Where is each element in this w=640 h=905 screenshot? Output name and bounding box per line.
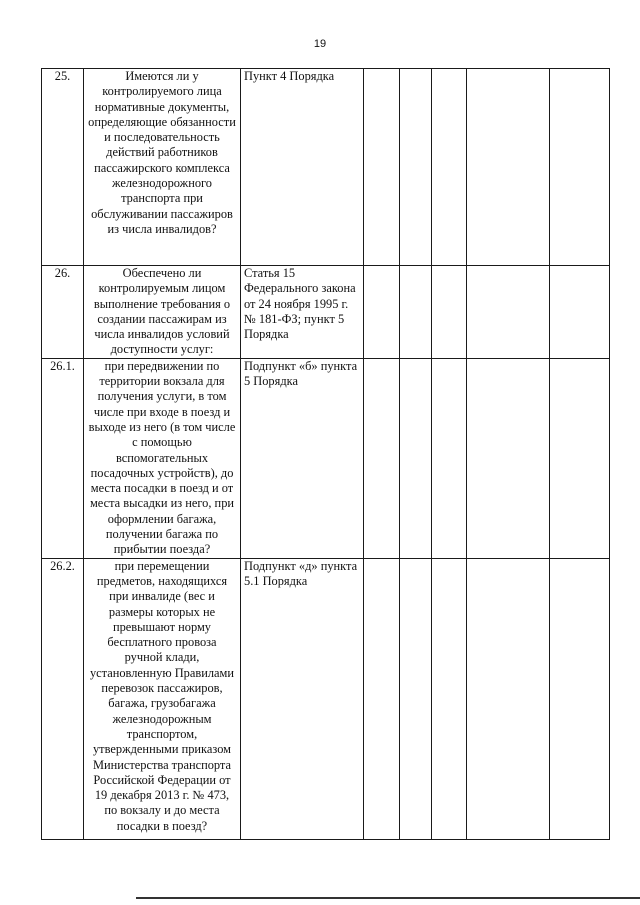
answer-na-cell[interactable]	[432, 558, 467, 839]
row-number: 26.2.	[42, 558, 84, 839]
question-text: при перемещении предметов, находящихся при инвалиде (вес и размеры которых не превышают норму бесплатного провоза ручной клади, установленную Правилами перевозок пассажиров, багажа, грузобагажа железнодорожным транспортом, утвержденными приказом Министерства транспорта Российской Федерации от 19 декабря 2013 г. № 473, по вокзалу и до места посадки в поезд?	[84, 558, 241, 839]
checklist-table	[41, 68, 610, 840]
row-number: 26.1.	[42, 358, 84, 558]
answer-no-cell[interactable]	[400, 358, 432, 558]
comment-cell[interactable]	[467, 266, 550, 359]
note-cell[interactable]	[550, 266, 610, 359]
legal-reference: Пункт 4 Порядка	[241, 69, 364, 266]
answer-yes-cell[interactable]	[364, 69, 400, 266]
answer-no-cell[interactable]	[400, 69, 432, 266]
page-number: 19	[313, 38, 327, 50]
answer-na-cell[interactable]	[432, 69, 467, 266]
answer-na-cell[interactable]	[432, 358, 467, 558]
row-number: 25.	[42, 69, 84, 266]
note-cell[interactable]	[550, 69, 610, 266]
question-text: при передвижении по территории вокзала для получения услуги, в том числе при входе в поезд и выходе из него (в том числе с помощью вспомогательных посадочных устройств), до места посадки в поезд и от места высадки из него, при оформлении багажа, получении багажа по прибытии поезда?	[84, 358, 241, 558]
table-row	[42, 266, 610, 359]
comment-cell[interactable]	[467, 358, 550, 558]
answer-no-cell[interactable]	[400, 266, 432, 359]
answer-no-cell[interactable]	[400, 558, 432, 839]
table-row	[42, 558, 610, 839]
answer-na-cell[interactable]	[432, 266, 467, 359]
scan-edge-line	[136, 897, 640, 899]
legal-reference: Подпункт «б» пункта 5 Порядка	[241, 358, 364, 558]
comment-cell[interactable]	[467, 69, 550, 266]
note-cell[interactable]	[550, 558, 610, 839]
answer-yes-cell[interactable]	[364, 266, 400, 359]
legal-reference: Статья 15 Федерального закона от 24 ноября 1995 г. № 181-ФЗ; пункт 5 Порядка	[241, 266, 364, 359]
row-number: 26.	[42, 266, 84, 359]
question-text: Имеются ли у контролируемого лица нормативные документы, определяющие обязанности и последовательность действий работников пассажирского комплекса железнодорожного транспорта при обслуживании пассажиров из числа инвалидов?	[84, 69, 241, 266]
answer-yes-cell[interactable]	[364, 358, 400, 558]
comment-cell[interactable]	[467, 558, 550, 839]
answer-yes-cell[interactable]	[364, 558, 400, 839]
legal-reference: Подпункт «д» пункта 5.1 Порядка	[241, 558, 364, 839]
table-row	[42, 69, 610, 266]
table-row	[42, 358, 610, 558]
question-text: Обеспечено ли контролируемым лицом выполнение требования о создании пассажирам из числа инвалидов условий доступности услуг:	[84, 266, 241, 359]
note-cell[interactable]	[550, 358, 610, 558]
